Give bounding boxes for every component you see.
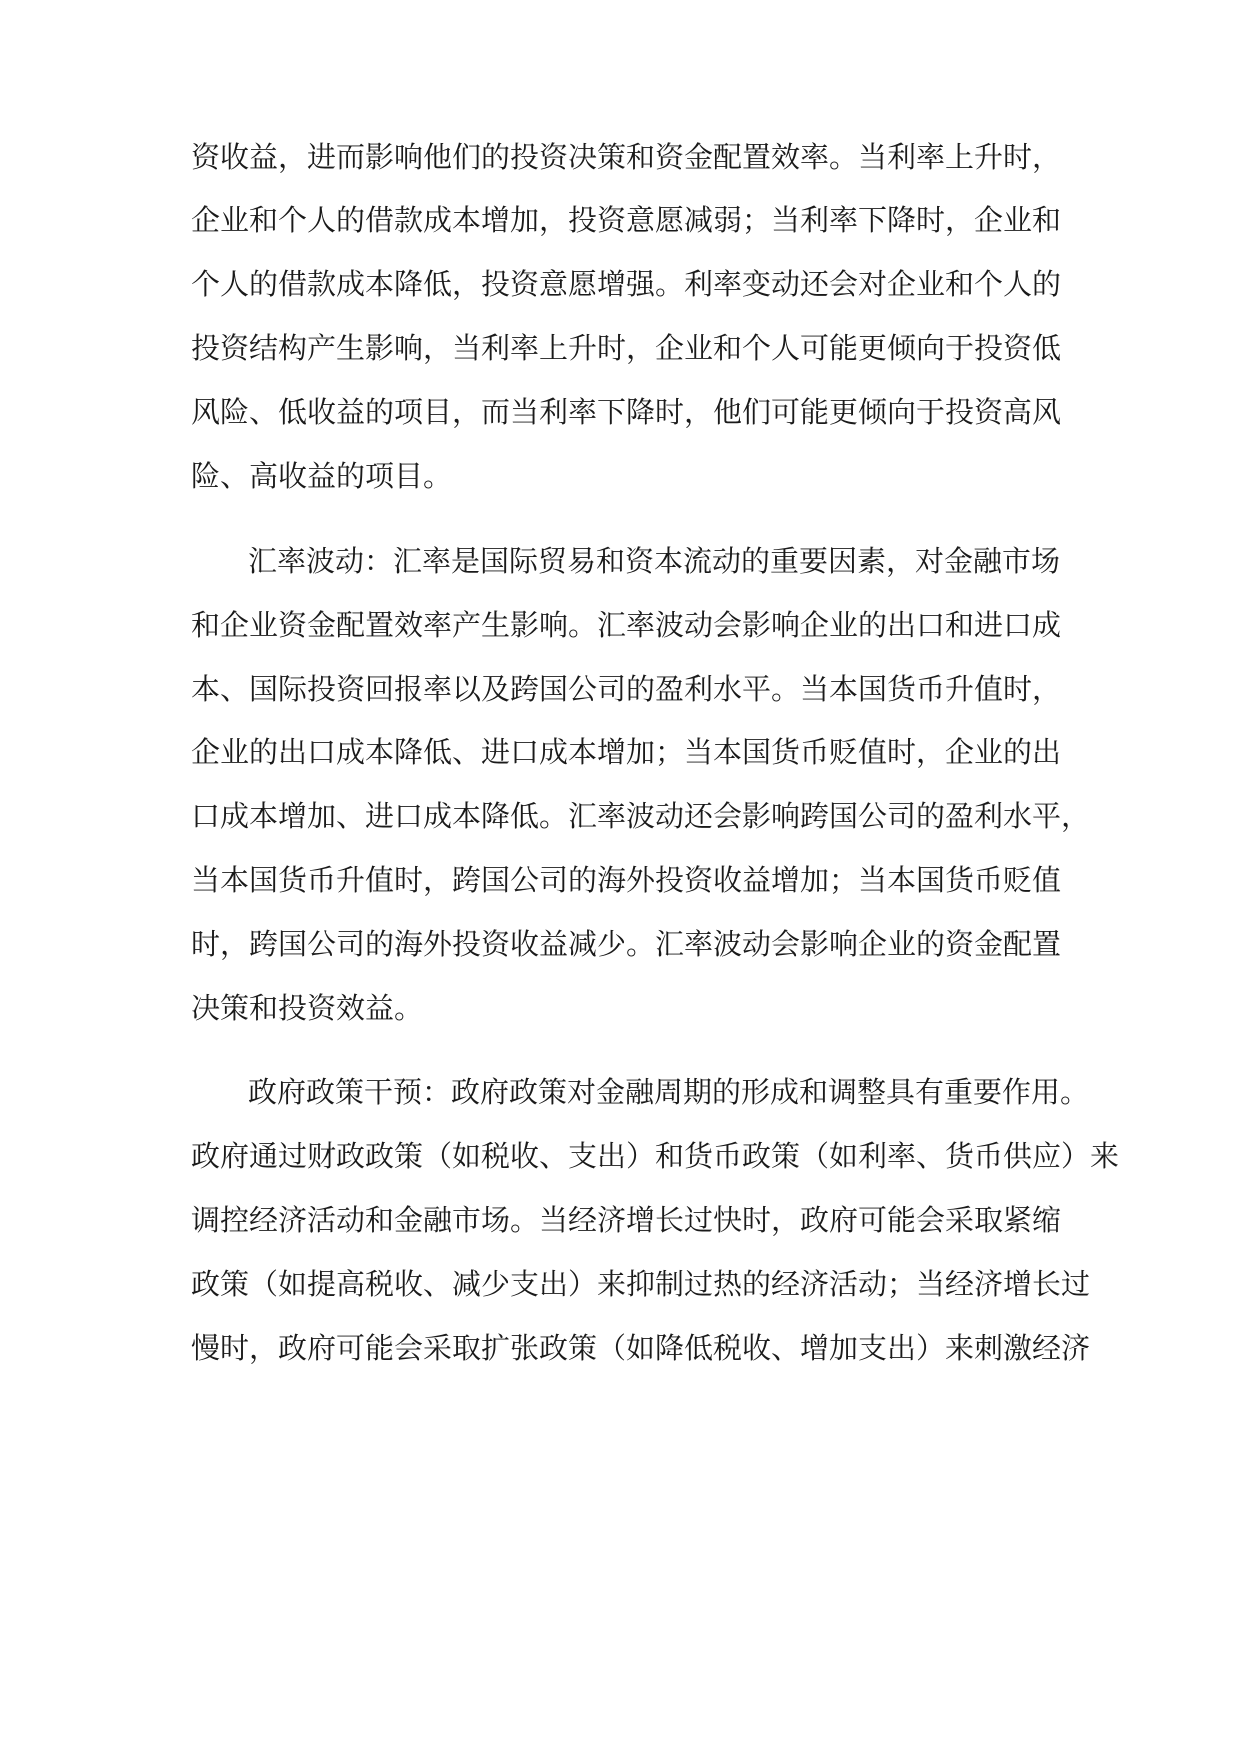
line-text: 个人的借款成本降低，投资意愿增强。利率变动还会对企业和个人的 bbox=[191, 267, 1062, 301]
line-text: 当本国货币升值时，跨国公司的海外投资收益增加；当本国货币贬值 bbox=[191, 863, 1062, 897]
text-line bbox=[0, 254, 1241, 314]
text-line bbox=[0, 914, 1241, 974]
text-line bbox=[0, 595, 1241, 655]
text-line bbox=[0, 1318, 1241, 1378]
line-text: 险、高收益的项目。 bbox=[191, 459, 453, 493]
line-text: 企业和个人的借款成本增加，投资意愿减弱；当利率下降时，企业和 bbox=[191, 203, 1062, 237]
line-text: 时，跨国公司的海外投资收益减少。汇率波动会影响企业的资金配置 bbox=[191, 927, 1062, 961]
text-line bbox=[0, 127, 1241, 187]
line-text: 资收益，进而影响他们的投资决策和资金配置效率。当利率上升时， bbox=[191, 140, 1062, 174]
text-line bbox=[0, 190, 1241, 250]
line-text: 政策（如提高税收、减少支出）来抑制过热的经济活动；当经济增长过 bbox=[191, 1267, 1091, 1301]
text-line bbox=[0, 531, 1241, 591]
line-text: 政府政策干预：政府政策对金融周期的形成和调整具有重要作用。 bbox=[248, 1075, 1090, 1109]
text-line bbox=[0, 722, 1241, 782]
line-text: 调控经济活动和金融市场。当经济增长过快时，政府可能会采取紧缩 bbox=[191, 1203, 1062, 1237]
text-line bbox=[0, 318, 1241, 378]
text-line bbox=[0, 1062, 1241, 1122]
line-text: 口成本增加、进口成本降低。汇率波动还会影响跨国公司的盈利水平， bbox=[191, 799, 1091, 833]
line-text: 决策和投资效益。 bbox=[191, 991, 424, 1025]
line-text: 政府通过财政政策（如税收、支出）和货币政策（如利率、货币供应）来 bbox=[191, 1139, 1120, 1173]
text-line bbox=[0, 786, 1241, 846]
line-text: 投资结构产生影响，当利率上升时，企业和个人可能更倾向于投资低 bbox=[191, 331, 1062, 365]
text-line bbox=[0, 1190, 1241, 1250]
line-text: 汇率波动：汇率是国际贸易和资本流动的重要因素，对金融市场 bbox=[248, 544, 1061, 578]
text-line bbox=[0, 446, 1241, 506]
line-text: 慢时，政府可能会采取扩张政策（如降低税收、增加支出）来刺激经济 bbox=[191, 1331, 1091, 1365]
line-text: 本、国际投资回报率以及跨国公司的盈利水平。当本国货币升值时， bbox=[191, 672, 1062, 706]
line-text: 和企业资金配置效率产生影响。汇率波动会影响企业的出口和进口成 bbox=[191, 608, 1062, 642]
text-line bbox=[0, 978, 1241, 1038]
text-line bbox=[0, 1254, 1241, 1314]
text-line bbox=[0, 1126, 1241, 1186]
text-line bbox=[0, 659, 1241, 719]
text-line bbox=[0, 850, 1241, 910]
line-text: 风险、低收益的项目，而当利率下降时，他们可能更倾向于投资高风 bbox=[191, 395, 1062, 429]
text-line bbox=[0, 382, 1241, 442]
line-text: 企业的出口成本降低、进口成本增加；当本国货币贬值时，企业的出 bbox=[191, 735, 1062, 769]
